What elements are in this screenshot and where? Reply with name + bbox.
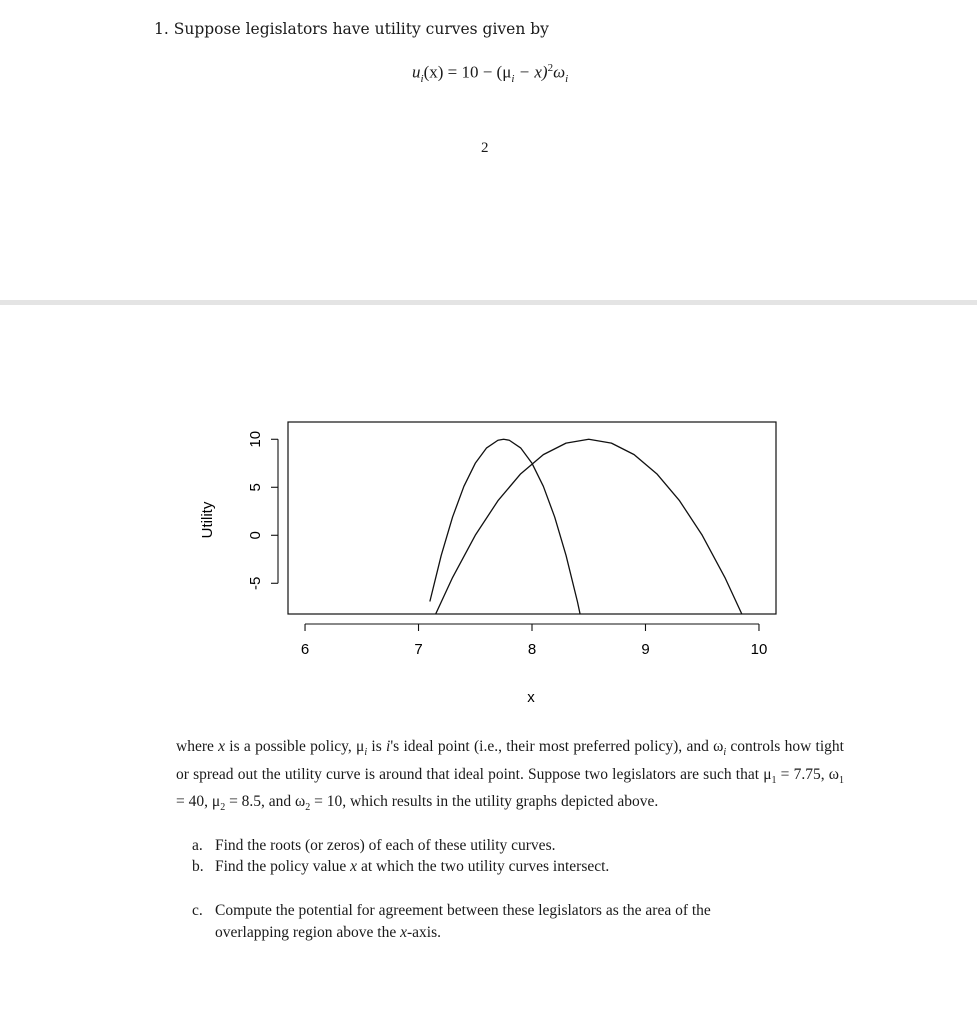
series-group [430,439,746,633]
x-tick-label: 10 [750,641,768,658]
part-c: c. Compute the potential for agreement between these legislators as the area of the overlapping region above the x-axis. [192,902,711,941]
page-number: 2 [481,140,489,156]
x-axis-label: x [527,689,535,706]
part-a-label: a. [192,837,203,854]
x-axis [301,624,767,658]
part-b-label: b. [192,858,204,875]
explanation-paragraph: where x is a possible policy, $\mu_i$ is i's ideal point (i.e., their most preferred policy), and $\omega_i$ controls how tight or spread out the utility curve is around that ideal point. Suppose two legislators are such that $\mu_1 = 7.75$, $\omega_1 = 40$, $\mu_2 = 8.5$, and $\omega_2 = 10$, which results in the utility graphs depicted above. [176,738,844,814]
x-tick-label: 8 [527,641,537,658]
y-axis [247,431,278,590]
utility-curve-2 [432,439,745,621]
utility-chart [180,410,800,710]
x-tick-label: 7 [414,641,423,658]
question-number: 1. [154,20,169,38]
question-heading [154,20,549,38]
question-intro: Suppose legislators have utility curves given by [173,20,549,38]
x-tick-label: 9 [641,641,650,658]
y-axis-label: Utility [199,501,216,539]
page-divider [0,300,977,305]
part-a-text: Find the roots (or zeros) of each of these utility curves. [215,837,556,854]
utility-curve-1 [430,439,584,633]
y-tick-label: 10 [246,430,264,448]
utility-formula: $u_i(x) = 10 - (\mu_i - x)^2\omega_i$ [412,62,569,86]
part-c-label: c. [192,902,203,919]
y-tick-label: -5 [246,576,264,590]
plot-frame [288,422,776,614]
y-tick-label: 0 [246,531,264,540]
part-b: b. Find the policy value x at which the two utility curves intersect. [192,856,852,878]
y-tick-label: 5 [246,483,264,492]
x-tick-label: 6 [300,641,310,658]
part-a [192,835,852,857]
